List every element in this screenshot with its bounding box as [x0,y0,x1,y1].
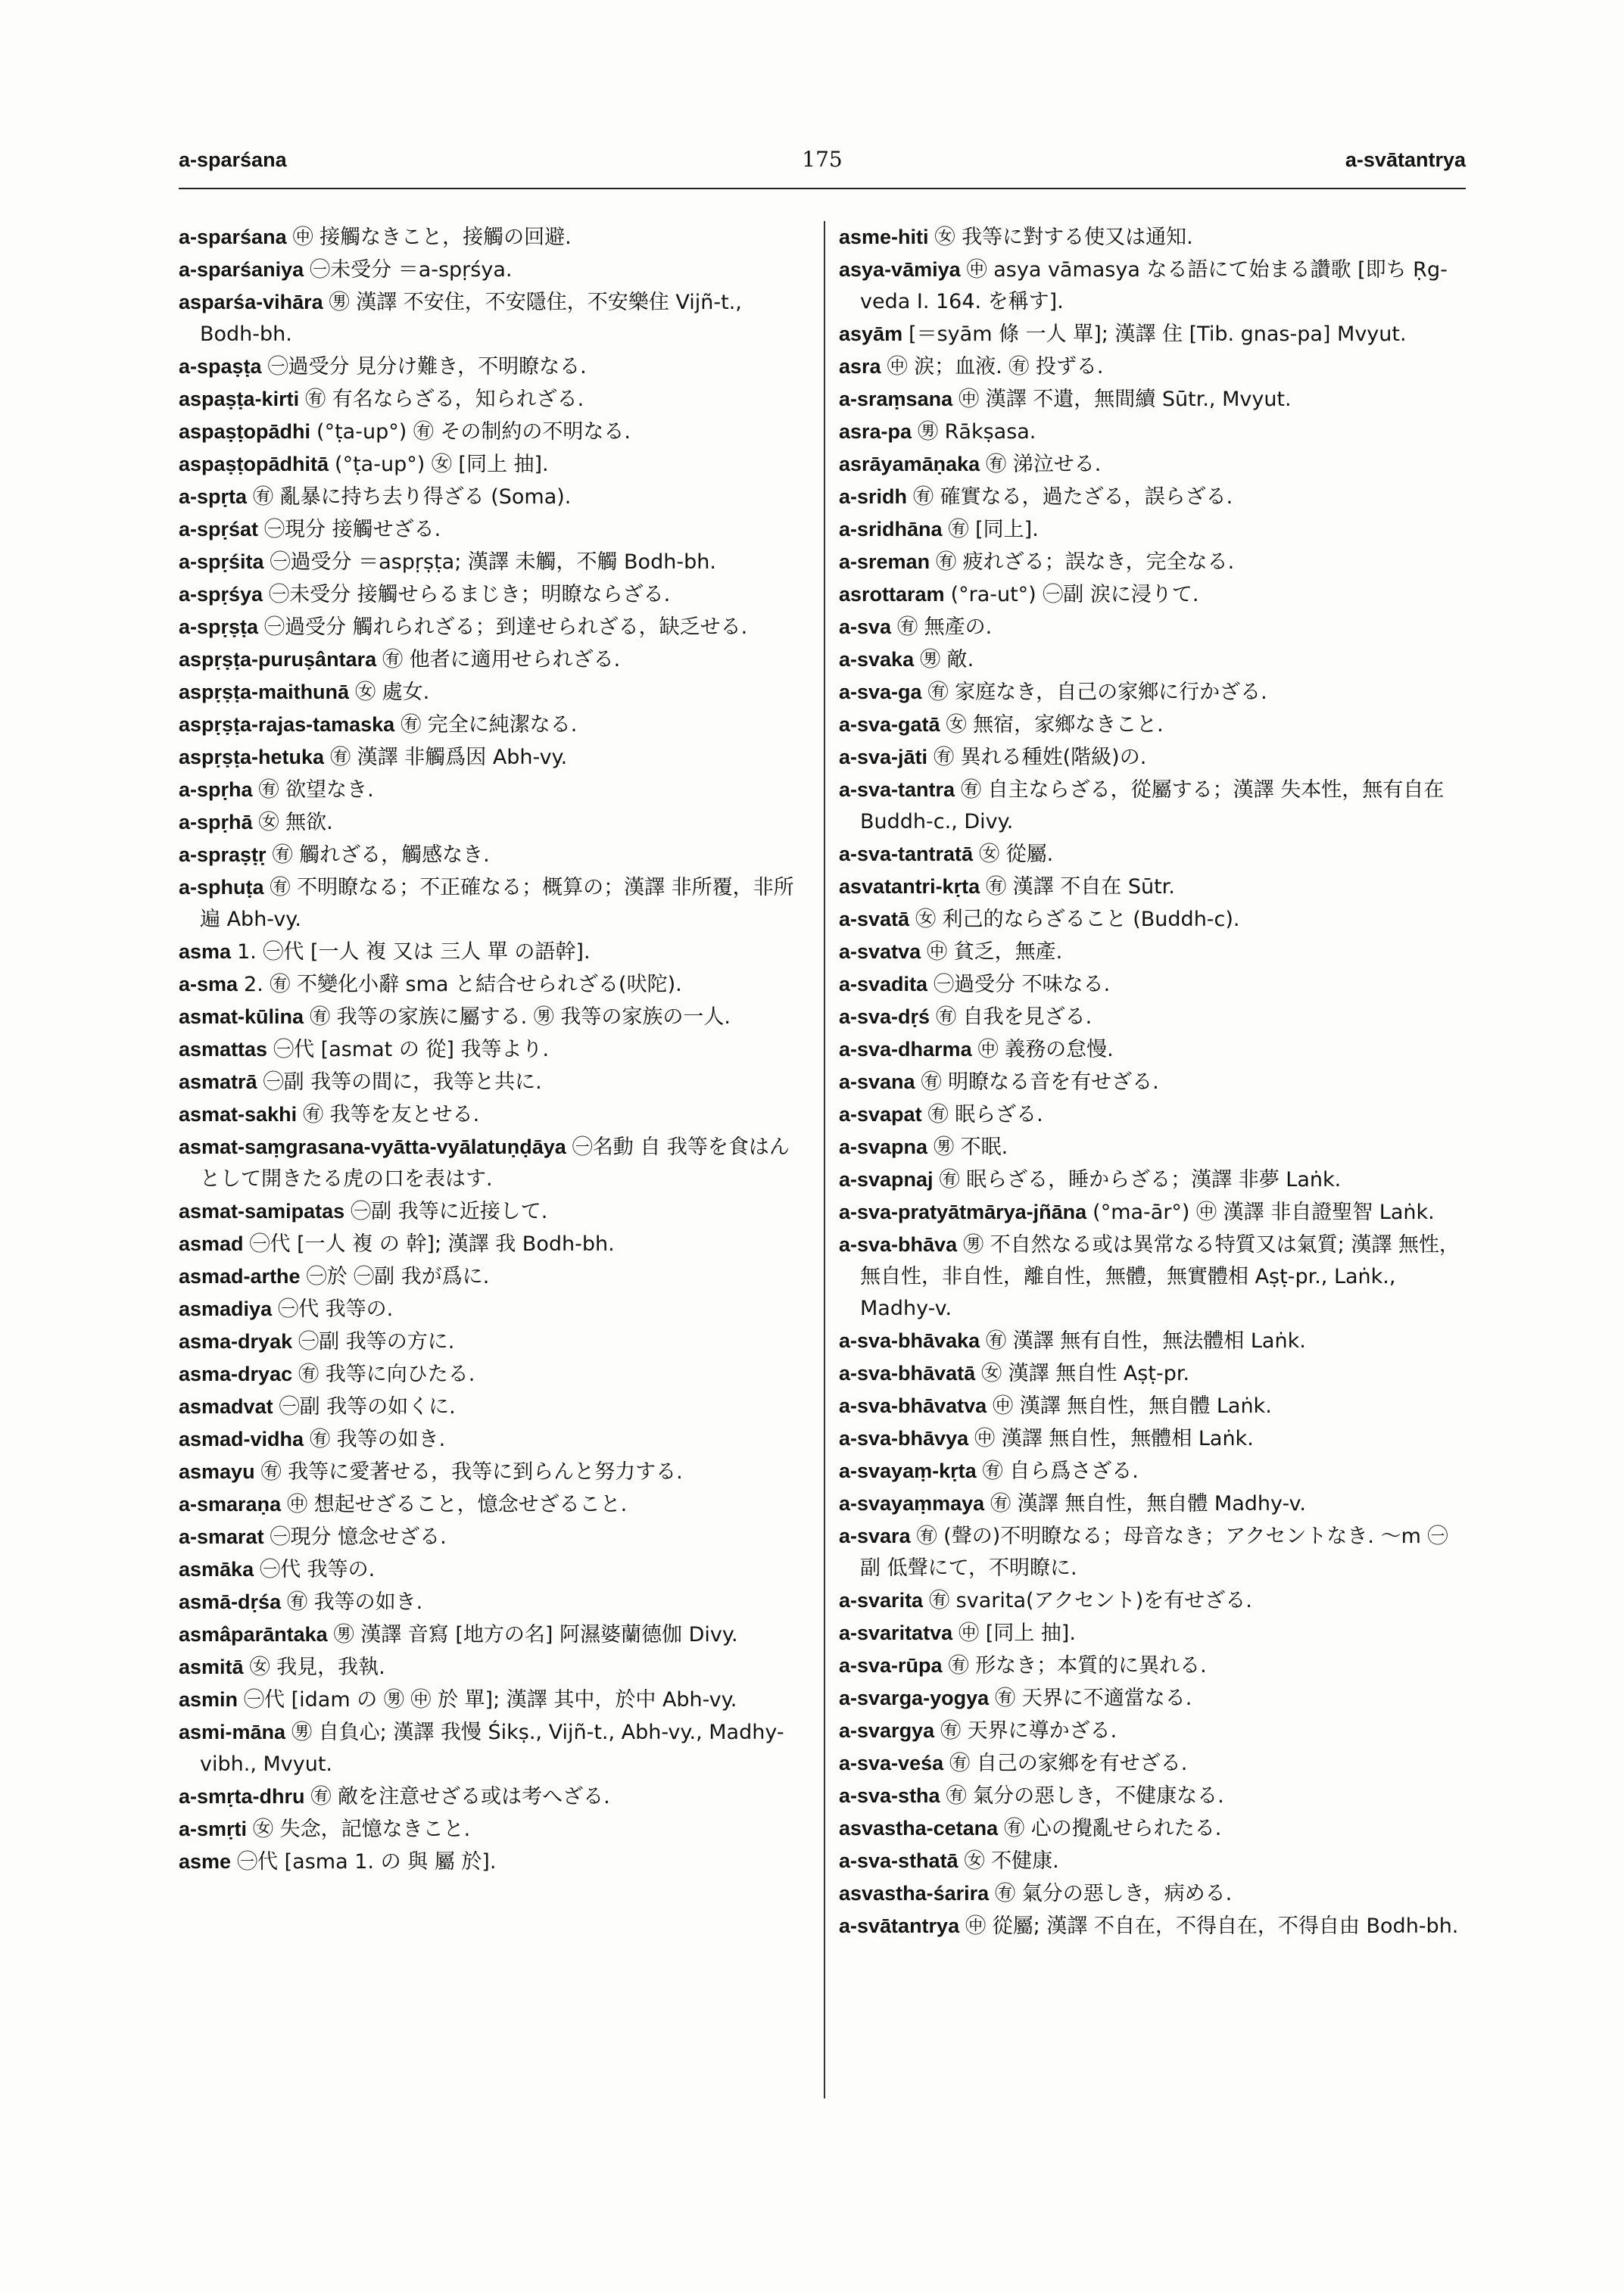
dictionary-entry [839,709,1460,741]
dictionary-entry [179,936,804,968]
entry-headword: asmat-sakhi [179,1103,298,1126]
dictionary-entry [839,1910,1460,1943]
dictionary-entry [179,254,804,286]
dictionary-entry [179,871,804,936]
dictionary-entry [179,1586,804,1618]
entry-definition: ㊒ 自ら爲さざる. [982,1460,1139,1483]
dictionary-entry [179,1260,804,1293]
entry-headword: a-svarita [839,1589,924,1612]
entry-headword: a-sridhāna [839,518,943,541]
entry-headword: asmā-dṛśa [179,1590,282,1613]
dictionary-entry [839,1682,1460,1715]
entry-headword: a-sva-sthatā [839,1849,959,1872]
entry-headword: a-sva-bhāvatva [839,1394,987,1417]
entry-definition: ㊒ [同上]. [948,518,1039,541]
dictionary-entry [839,1617,1460,1650]
entry-definition: ㊒ 家庭なき，自己の家鄉に行かざる. [927,681,1267,704]
entry-definition: ㊚ 自負心; 漢譯 我慢 Śikṣ., Vijñ-t., Abh-vy., Madhy-vibh., Mvyut. [200,1721,784,1776]
entry-headword: a-svayaṃmaya [839,1492,985,1515]
dictionary-entry [179,1488,804,1521]
entry-definition: ㊒ 欲望なき. [258,778,374,802]
entry-definition: ㊛ 無欲. [258,811,333,834]
entry-headword: a-sva [839,615,892,638]
dictionary-entry [839,1229,1460,1325]
entry-headword: a-sreman [839,550,930,573]
entry-headword: a-svadita [839,973,928,995]
dictionary-entry [839,1780,1460,1812]
entry-definition: ㊒ 亂暴に持ち去り得ざる (Soma). [253,485,572,509]
entry-headword: asmat-samipatas [179,1200,345,1223]
dictionary-entry [179,806,804,839]
entry-definition: (°ṭa-up°) ㊒ その制約の不明なる. [316,420,631,444]
entry-headword: asmat-saṃgrasana-vyātta-vyālatuṇḍāya [179,1136,566,1158]
entry-definition: ㊛ 無宿，家鄉なきこと. [946,713,1164,737]
entry-definition: ㊀代 我等の. [260,1558,376,1581]
entry-definition: ㊒ 眠らざる. [927,1103,1043,1126]
entry-headword: asmad [179,1232,244,1255]
entry-headword: a-svarga-yogya [839,1687,990,1709]
entry-headword: asrottaram [839,583,945,606]
entry-headword: a-sva-bhāvya [839,1427,969,1450]
entry-definition: ㊛ 利己的ならざること (Buddh-c). [915,908,1240,931]
dictionary-entry [179,1846,804,1878]
dictionary-entry [179,546,804,578]
dictionary-entry [179,1326,804,1358]
entry-definition: ㊒ 他者に適用せられざる. [382,648,621,671]
entry-definition: ㊀名動 自 我等を食はんとして開きたる虎の口を表はす. [200,1136,790,1191]
dictionary-entry [839,643,1460,676]
dictionary-entry [839,1455,1460,1488]
entry-definition: ㊥ 漢譯 無自性，無體相 Laṅk. [974,1427,1254,1450]
dictionary-entry [179,1618,804,1651]
entry-definition: ㊥ 貧乏，無產. [927,940,1063,964]
entry-headword: a-svapat [839,1103,922,1126]
entry-headword: asma-dryac [179,1363,293,1385]
entry-headword: a-sva-ga [839,681,922,703]
entry-headword: a-spṛśat [179,518,259,541]
entry-headword: a-spṛśya [179,583,263,606]
entry-headword: asvatantri-kṛta [839,875,980,898]
header-right-guide-word: a-svātantrya [1345,148,1466,171]
dictionary-entry [839,1877,1460,1910]
entry-definition: (°ra-ut°) ㊀副 涙に浸りて. [950,583,1199,606]
entry-definition: ㊀過受分 觸れられざる；到達せられざる，缺乏せる. [264,615,748,639]
entry-headword: asyām [839,322,903,345]
entry-definition: ㊒ 自我を見ざる. [936,1005,1093,1029]
entry-headword: a-sva-dṛś [839,1005,930,1028]
dictionary-entry [179,1781,804,1813]
entry-definition: ㊀現分 憶念せざる. [270,1525,447,1549]
entry-headword: asmattas [179,1038,268,1061]
entry-definition: ㊒ 自己の家鄉を有せざる. [949,1752,1188,1775]
entry-headword: asya-vāmiya [839,258,961,281]
entry-headword: a-sva-tantratā [839,843,974,865]
entry-definition: ㊒ 眠らざる，睡からざる；漢譯 非夢 Laṅk. [939,1168,1342,1192]
dictionary-entry [179,481,804,513]
entry-headword: asra [839,355,881,378]
entry-headword: a-sva-bhāva [839,1233,958,1256]
dictionary-entry [839,318,1460,350]
dictionary-entry [839,611,1460,643]
entry-headword: asme [179,1850,232,1873]
header-left-guide-word: a-sparśana [179,148,287,171]
dictionary-entry [839,1584,1460,1617]
dictionary-entry [839,1747,1460,1780]
entry-definition: ㊀副 我等の如くに. [279,1395,456,1419]
entry-definition: ㊒ 我等に向ひたる. [298,1363,475,1386]
dictionary-entry [839,448,1460,481]
entry-definition: (°ma-ār°) ㊥ 漢譯 非自證聖智 Laṅk. [1093,1201,1435,1224]
dictionary-entry [179,350,804,383]
entry-headword: asmayu [179,1460,255,1483]
entry-definition: ㊒ 不明瞭なる；不正確なる；概算の；漢譯 非所覆，非所遍 Abh-vy. [200,876,794,931]
entry-definition: ㊛ 失念，記憶なきこと. [253,1818,471,1841]
entry-headword: a-svaka [839,648,915,671]
entry-headword: a-svayaṃ-kṛta [839,1460,977,1482]
entry-headword: asmad-vidha [179,1428,304,1450]
dictionary-entry [839,1066,1460,1098]
entry-headword: a-spṛśita [179,550,264,573]
entry-headword: aspṛṣṭa-maithunā [179,681,350,703]
entry-definition: ㊒ 氣分の惡しき，病める. [995,1882,1233,1905]
entry-definition: ㊒ 形なき；本質的に異れる. [948,1654,1207,1678]
entry-definition: (°ṭa-up°) ㊛ [同上 抽]. [335,453,549,476]
entry-definition: ㊥ 漢譯 不遺，無間續 Sūtr., Mvyut. [959,388,1292,411]
running-header [179,148,1466,185]
entry-headword: a-svātantrya [839,1914,960,1937]
entry-definition: ㊀過受分 不味なる. [934,973,1111,996]
entry-definition: ㊥ asya vāmasya なる語にて始まる讚歌 [即ち Ṛg-veda I. 164. を稱す]. [860,258,1448,313]
entry-definition: ㊚ 漢譯 不安住，不安隱住，不安樂住 Vijñ-t., Bodh-bh. [200,291,742,346]
entry-definition: ㊒ 漢譯 無有自性，無法體相 Laṅk. [986,1329,1306,1353]
entry-definition: 2. ㊒ 不變化小辭 sma と結合せられざる(吠陀). [244,973,682,996]
entry-headword: a-sparśaniya [179,258,304,281]
dictionary-entry [179,676,804,709]
dictionary-entry [839,936,1460,968]
entry-headword: a-sraṃsana [839,388,953,410]
dictionary-entry [179,1098,804,1131]
dictionary-entry [179,1228,804,1260]
entry-headword: a-sphuṭa [179,876,264,899]
dictionary-entry [839,350,1460,383]
dictionary-entry [179,1651,804,1684]
entry-headword: a-spṛhā [179,811,253,833]
entry-definition: ㊥ [同上 抽]. [959,1622,1076,1645]
entry-headword: asrāyamāṇaka [839,453,980,475]
dictionary-entry [179,839,804,871]
entry-headword: a-sma [179,973,238,995]
entry-headword: a-svatva [839,940,921,963]
entry-headword: a-sparśana [179,226,287,248]
dictionary-entry [839,1001,1460,1033]
dictionary-entry [179,286,804,350]
entry-headword: asvastha-cetana [839,1817,999,1840]
entry-headword: a-sva-bhāvaka [839,1329,980,1352]
entry-headword: asmi-māna [179,1721,286,1743]
entry-headword: a-spṛṣṭa [179,615,259,638]
entry-definition: ㊒ 心の攪亂せられたる. [1004,1817,1222,1840]
entry-headword: a-svapna [839,1136,928,1158]
entry-definition: ㊥ 義務の怠慢. [977,1038,1114,1061]
entry-definition: ㊒ 我等の如き. [310,1428,446,1451]
entry-definition: ㊒ 我等の如き. [287,1590,423,1614]
entry-definition: ㊒ 觸れざる，觸感なき. [272,843,490,867]
dictionary-entry [839,1131,1460,1164]
entry-headword: a-spaṣṭa [179,355,262,378]
entry-headword: a-smarat [179,1525,264,1548]
entry-definition: ㊒ 我等を友とせる. [303,1103,480,1126]
entry-definition: ㊀代 我等の. [278,1298,394,1321]
entry-headword: asma [179,940,232,963]
dictionary-entry [179,1033,804,1066]
entry-definition: ㊒ 確實なる，過たざる，誤らざる. [913,485,1233,509]
entry-headword: a-sva-pratyātmārya-jñāna [839,1201,1087,1223]
dictionary-entry [839,1357,1460,1390]
dictionary-entry [179,1293,804,1326]
dictionary-entry [179,1423,804,1456]
entry-definition: ㊒ 無產の. [897,615,993,639]
entry-headword: a-svatā [839,908,910,930]
entry-headword: a-svaritatva [839,1622,953,1644]
dictionary-entry [179,709,804,741]
entry-definition: ㊚ 不眠. [934,1136,1008,1159]
left-column [179,221,804,1878]
dictionary-entry [179,1195,804,1228]
entry-headword: a-sva-jāti [839,746,928,768]
entry-definition: ㊥ 涙；血液. ㊒ 投ずる. [887,355,1104,379]
dictionary-entry [839,416,1460,448]
entry-headword: asmin [179,1688,238,1711]
entry-headword: a-svargya [839,1719,935,1742]
dictionary-entry [839,1422,1460,1455]
entry-definition: ㊀副 我等の間に，我等と共に. [263,1070,542,1094]
entry-definition: ㊒ 漢譯 非觸爲因 Abh-vy. [330,746,568,769]
entry-headword: a-spraṣṭṛ [179,843,267,866]
dictionary-entry [839,383,1460,416]
dictionary-entry [839,1390,1460,1422]
entry-definition: ㊒ 涕泣せる. [986,453,1102,476]
entry-definition: ㊒ 天界に不適當なる. [995,1687,1192,1710]
dictionary-entry [179,1553,804,1586]
entry-headword: a-svara [839,1525,911,1547]
entry-headword: a-sva-tantra [839,778,955,801]
entry-definition: ㊀於 ㊀副 我が爲に. [306,1265,490,1288]
entry-definition: ㊒ 漢譯 無自性，無自體 Madhy-v. [990,1492,1306,1516]
dictionary-entry [839,968,1460,1001]
entry-headword: a-sva-bhāvatā [839,1362,976,1385]
entry-definition: ㊒ 疲れざる；誤なき，完全なる. [936,550,1235,574]
entry-definition: ㊀代 [idam の ㊚ ㊥ 於 單]; 漢譯 其中，於中 Abh-vy. [244,1688,737,1712]
dictionary-entry [179,1684,804,1716]
entry-headword: a-sva-gatā [839,713,940,736]
dictionary-entry [179,611,804,643]
dictionary-entry [179,1716,804,1781]
dictionary-entry [179,221,804,254]
entry-headword: aspṛṣṭa-rajas-tamaska [179,713,395,736]
header-rule [179,188,1466,189]
dictionary-entry [179,774,804,806]
entry-definition: ㊒ 明瞭なる音を有せざる. [921,1070,1159,1094]
entry-headword: a-spṛta [179,485,248,508]
dictionary-entry [839,774,1460,838]
entry-headword: aspaṣṭopādhitā [179,453,329,475]
entry-definition: ㊒ 天界に導かざる. [940,1719,1117,1743]
dictionary-entry [839,1715,1460,1747]
dictionary-entry [839,1520,1460,1584]
entry-definition: ㊛ 漢譯 無自性 Aṣṭ-pr. [981,1362,1190,1385]
entry-headword: a-svana [839,1070,915,1093]
entry-headword: asmāka [179,1558,254,1581]
dictionary-entry [179,968,804,1001]
dictionary-entry [839,221,1460,254]
entry-definition: ㊒ 我等の家族に屬する. ㊚ 我等の家族の一人. [310,1005,731,1029]
dictionary-entry [179,643,804,676]
entry-definition: ㊀未受分 接觸せらるまじき；明瞭ならざる. [269,583,671,606]
dictionary-entry [839,1325,1460,1357]
entry-definition: ㊒ 完全に純潔なる. [401,713,578,737]
right-column [839,221,1460,1943]
entry-headword: a-svapnaj [839,1168,934,1191]
entry-definition: ㊀代 [一人 複 の 幹]; 漢譯 我 Bodh-bh. [249,1232,615,1256]
entry-headword: a-sva-rūpa [839,1654,943,1677]
dictionary-entry [179,1813,804,1846]
dictionary-entry [839,1812,1460,1845]
entry-definition: ㊀代 [asmat の 從] 我等より. [273,1038,550,1061]
entry-headword: asmat-kūlina [179,1005,304,1028]
entry-definition: ㊚ 漢譯 音寫 [地方の名] 阿濕婆蘭德伽 Divy. [333,1623,738,1647]
entry-definition: ㊒ 我等に愛著せる，我等に到らんと努力する. [260,1460,683,1484]
page-number: 175 [802,147,843,172]
dictionary-entry [839,1033,1460,1066]
entry-definition: ㊛ 處女. [355,681,430,704]
dictionary-entry [839,741,1460,774]
dictionary-entry [839,546,1460,578]
dictionary-entry [179,1001,804,1033]
entry-definition: 1. ㊀代 [一人 複 又は 三人 單 の語幹]. [237,940,591,964]
entry-headword: a-sridh [839,485,908,508]
dictionary-entry [839,838,1460,871]
entry-definition: ㊒ svarita(アクセント)を有せざる. [929,1589,1252,1612]
entry-headword: a-sva-stha [839,1784,940,1807]
dictionary-entry [839,1164,1460,1196]
dictionary-entry [179,1131,804,1195]
entry-headword: a-sva-dharma [839,1038,972,1061]
dictionary-entry [179,1456,804,1488]
entry-definition: ㊥ 從屬; 漢譯 不自在，不得自在，不得自由 Bodh-bh. [965,1914,1459,1938]
dictionary-entry [839,1650,1460,1682]
entry-headword: aspṛṣṭa-hetuka [179,746,325,768]
dictionary-entry [179,513,804,546]
dictionary-entry [839,513,1460,546]
entry-headword: asvastha-śarira [839,1882,990,1905]
dictionary-entry [179,1358,804,1391]
dictionary-entry [839,1845,1460,1877]
entry-definition: ㊥ 接觸なきこと，接觸の回避. [292,226,572,249]
entry-headword: asmadiya [179,1298,273,1320]
dictionary-entry [839,254,1460,318]
dictionary-entry [839,481,1460,513]
dictionary-entry [179,1066,804,1098]
entry-headword: a-smṛta-dhru [179,1785,305,1808]
entry-definition: ㊒ (聲の)不明瞭なる；母音なき；アクセントなき. ～m ㊀副 低聲にて，不明瞭に. [860,1525,1448,1580]
dictionary-entry [179,1521,804,1553]
entry-definition: ㊒ 漢譯 不自在 Sūtr. [986,875,1175,899]
dictionary-entry [179,448,804,481]
dictionary-entry [839,578,1460,611]
dictionary-entry [839,1488,1460,1520]
entry-definition: ㊀過受分 見分け難き，不明瞭なる. [267,355,587,379]
entry-definition: ㊚ Rākṣasa. [918,420,1036,444]
dictionary-entry [179,383,804,416]
dictionary-entry [179,578,804,611]
entry-headword: a-smaraṇa [179,1493,282,1516]
entry-definition: ㊛ 從屬. [979,843,1054,866]
entry-headword: asma-dryak [179,1330,293,1353]
entry-headword: asmâparāntaka [179,1623,328,1646]
dictionary-entry [839,1196,1460,1229]
entry-headword: asmatrā [179,1070,257,1093]
entry-definition: ㊛ 我見，我執. [249,1656,385,1679]
entry-headword: aspṛṣṭa-puruṣântara [179,648,377,671]
entry-headword: asra-pa [839,420,912,443]
dictionary-entry [839,676,1460,709]
entry-definition: ㊀過受分 ＝aspṛṣṭa; 漢譯 未觸，不觸 Bodh-bh. [270,550,716,574]
entry-definition: ㊛ 不健康. [964,1849,1059,1873]
entry-headword: asparśa-vihāra [179,291,323,313]
dictionary-entry [179,416,804,448]
dictionary-entry [839,903,1460,936]
entry-definition: ㊀代 [asma 1. の 與 屬 於]. [237,1850,497,1874]
dictionary-entry [179,1391,804,1423]
entry-definition: ㊒ 氣分の惡しき，不健康なる. [946,1784,1224,1808]
dictionary-entry [839,871,1460,903]
entry-headword: aspaṣṭopādhi [179,420,311,443]
entry-definition: [＝syām 條 一人 單]; 漢譯 住 [Tib. gnas-pa] Mvyut. [909,322,1407,346]
entry-headword: aspaṣṭa-kirti [179,388,300,410]
entry-headword: asmad-arthe [179,1265,301,1288]
entry-headword: asmitā [179,1656,244,1678]
entry-definition: ㊛ 我等に對する使又は通知. [934,226,1193,249]
entry-definition: ㊚ 不自然なる或は異常なる特質又は氣質; 漢譯 無性，無自性，非自性，離自性，無體，無實體相 Aṣṭ-pr., Laṅk., Madhy-v. [860,1233,1460,1320]
dictionary-entry [839,1098,1460,1131]
dictionary-entry [179,741,804,774]
entry-headword: asme-hiti [839,226,929,248]
entry-definition: ㊀現分 接觸せざる. [264,518,441,541]
entry-definition: ㊒ 異れる種姓(階級)の. [934,746,1147,769]
entry-definition: ㊀副 我等の方に. [298,1330,455,1354]
entry-definition: ㊀副 我等に近接して. [351,1200,548,1223]
entry-definition: ㊒ 自主ならざる，從屬する；漢譯 失本性，無有自在 Buddh-c., Divy. [860,778,1445,833]
entry-definition: ㊒ 有名ならざる，知られざる. [305,388,584,411]
entry-definition: ㊒ 敵を注意せざる或は考へざる. [310,1785,610,1809]
entry-definition: ㊀未受分 ＝a-spṛśya. [310,258,513,282]
entry-headword: a-smṛti [179,1818,248,1840]
entry-definition: ㊚ 敵. [920,648,974,671]
entry-headword: a-spṛha [179,778,253,801]
entry-headword: a-sva-veśa [839,1752,944,1774]
entry-definition: ㊥ 想起せざること，憶念せざること. [287,1493,628,1516]
column-divider [824,221,825,2098]
entry-headword: asmadvat [179,1395,273,1418]
entry-definition: ㊥ 漢譯 無自性，無自體 Laṅk. [993,1394,1272,1418]
